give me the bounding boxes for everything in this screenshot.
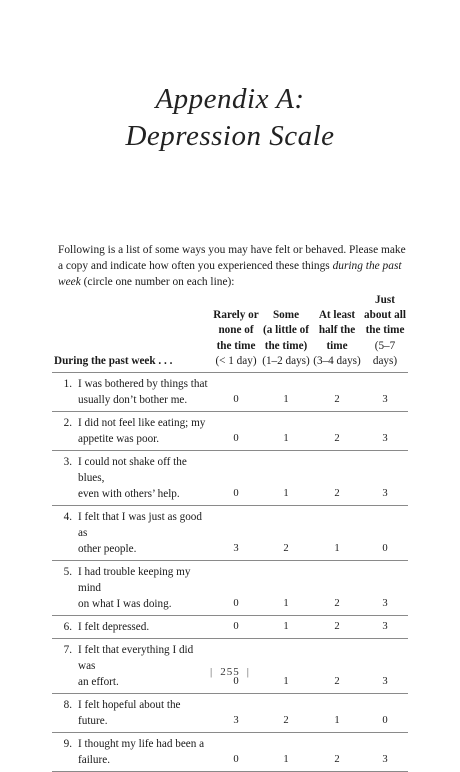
page-title-line-1: Appendix A: [155,83,305,115]
header-col-some [260,293,312,373]
item-text [52,733,212,772]
response-value[interactable]: 2 [312,616,362,639]
header-col-half [312,293,362,373]
item-text [52,561,212,616]
item-line [54,486,212,502]
item-line [54,596,212,612]
response-value[interactable]: 3 [362,561,408,616]
response-value[interactable]: 1 [260,412,312,451]
item-line [54,376,212,392]
header-line: the time [216,339,256,352]
response-value[interactable]: 3 [362,639,408,694]
response-value[interactable]: 3 [212,694,260,733]
response-value[interactable]: 3 [212,506,260,561]
table-row [52,373,408,412]
page-title-line-2: Depression Scale [125,120,335,152]
response-value[interactable]: 2 [312,733,362,772]
response-value[interactable]: 2 [312,451,362,506]
response-value[interactable]: 3 [362,412,408,451]
header-days: (1–2 days) [262,354,310,367]
item-number: 7. [63,644,72,657]
item-line-text: an effort. [78,676,119,689]
response-value[interactable]: 3 [362,373,408,412]
response-value[interactable]: 0 [362,506,408,561]
item-number: 2. [63,417,72,430]
item-line-text: I was bothered by things that [78,378,208,391]
response-value[interactable]: 0 [362,694,408,733]
table-row [52,506,408,561]
response-value[interactable]: 0 [212,733,260,772]
header-col-rarely [212,293,260,373]
item-line-text: I did not feel like eating; my [78,417,206,430]
item-line-text: I felt depressed. [78,621,150,634]
item-number: 5. [63,566,72,579]
footer-bar-left: | [210,666,214,678]
header-line: (a little of [263,324,309,337]
item-number [54,431,72,447]
response-value[interactable]: 0 [212,639,260,694]
response-value[interactable]: 3 [362,733,408,772]
header-line: the time) [264,339,308,352]
table-row [52,561,408,616]
response-value[interactable]: 0 [212,373,260,412]
item-number [54,752,72,768]
item-line-text: I felt that everything I did was [78,644,194,673]
page-number: 255 [220,666,240,678]
item-number: 1. [63,378,72,391]
response-value[interactable]: 0 [212,412,260,451]
header-line: At least [318,309,356,322]
response-value[interactable]: 0 [212,561,260,616]
response-value[interactable]: 1 [260,733,312,772]
response-value[interactable]: 1 [260,616,312,639]
item-line [54,509,212,541]
item-line-text: I felt that I was just as good as [78,511,202,540]
item-line-text: I thought my life had been a [78,738,205,751]
response-value[interactable]: 3 [362,616,408,639]
footer-bar-right: | [246,666,250,678]
table-row [52,733,408,772]
item-text [52,451,212,506]
response-value[interactable]: 1 [260,561,312,616]
item-line [54,454,212,486]
response-value[interactable]: 0 [212,451,260,506]
item-number [54,541,72,557]
item-text [52,616,212,639]
response-value[interactable]: 2 [312,412,362,451]
table-row [52,451,408,506]
response-value[interactable]: 2 [312,373,362,412]
depression-scale-table [52,293,408,772]
item-line-text: I felt hopeful about the future. [78,699,181,728]
header-line: half the [318,324,356,337]
response-value[interactable]: 1 [312,694,362,733]
item-line [54,415,212,431]
response-value[interactable]: 3 [362,451,408,506]
header-line: Just [375,294,395,306]
item-line-text: even with others’ help. [78,488,180,501]
item-line [54,541,212,557]
item-number [54,392,72,408]
response-value[interactable]: 1 [260,451,312,506]
item-line [54,736,212,752]
item-number: 9. [63,738,72,751]
item-line [54,697,212,729]
item-text [52,506,212,561]
table-row [52,694,408,733]
item-number: 8. [63,699,72,712]
page-footer [0,666,460,678]
response-value[interactable]: 2 [312,639,362,694]
item-line-text: other people. [78,543,137,556]
item-text [52,694,212,733]
item-text [52,373,212,412]
table-row [52,412,408,451]
response-value[interactable]: 1 [260,639,312,694]
item-line-text: I could not shake off the blues, [78,456,187,485]
item-number [54,596,72,612]
header-days: (3–4 days) [313,354,361,367]
item-line [54,752,212,768]
item-number [54,486,72,502]
header-line: Rarely or [213,309,259,322]
item-number: 6. [63,621,72,634]
header-during-past-week: During the past week . . . [52,293,212,373]
intro-paragraph [58,242,410,291]
item-number: 4. [63,511,72,524]
item-line-text: appetite was poor. [78,433,160,446]
response-value[interactable]: 2 [260,506,312,561]
response-value[interactable]: 1 [260,373,312,412]
header-line: none of [218,324,254,337]
header-days: (5–7 days) [372,339,398,367]
table-row [52,616,408,639]
item-text [52,412,212,451]
item-number: 3. [63,456,72,469]
item-line [54,392,212,408]
header-line: Some [272,309,300,322]
intro-text-after: (circle one number on each line): [80,276,235,289]
item-line-text: usually don’t bother me. [78,394,188,407]
header-line: the time [365,324,405,337]
header-line: time [326,339,348,352]
intro-emphasis: during the past week [58,260,402,289]
item-line [54,619,212,635]
header-days: (< 1 day) [215,354,257,367]
header-col-all [362,293,408,373]
response-value[interactable]: 2 [312,561,362,616]
item-line-text: failure. [78,754,110,767]
response-value[interactable]: 2 [260,694,312,733]
header-line: about all [364,309,406,322]
intro-text-before: Following is a list of some ways you may have felt or behaved. Please make a copy and indicate how often you experienced these things [58,244,406,273]
response-value[interactable]: 1 [312,506,362,561]
table-header-row [52,293,408,373]
response-value[interactable]: 0 [212,616,260,639]
item-line [54,564,212,596]
item-line-text: I had trouble keeping my mind [78,566,191,595]
item-line [54,431,212,447]
item-line-text: on what I was doing. [78,598,172,611]
